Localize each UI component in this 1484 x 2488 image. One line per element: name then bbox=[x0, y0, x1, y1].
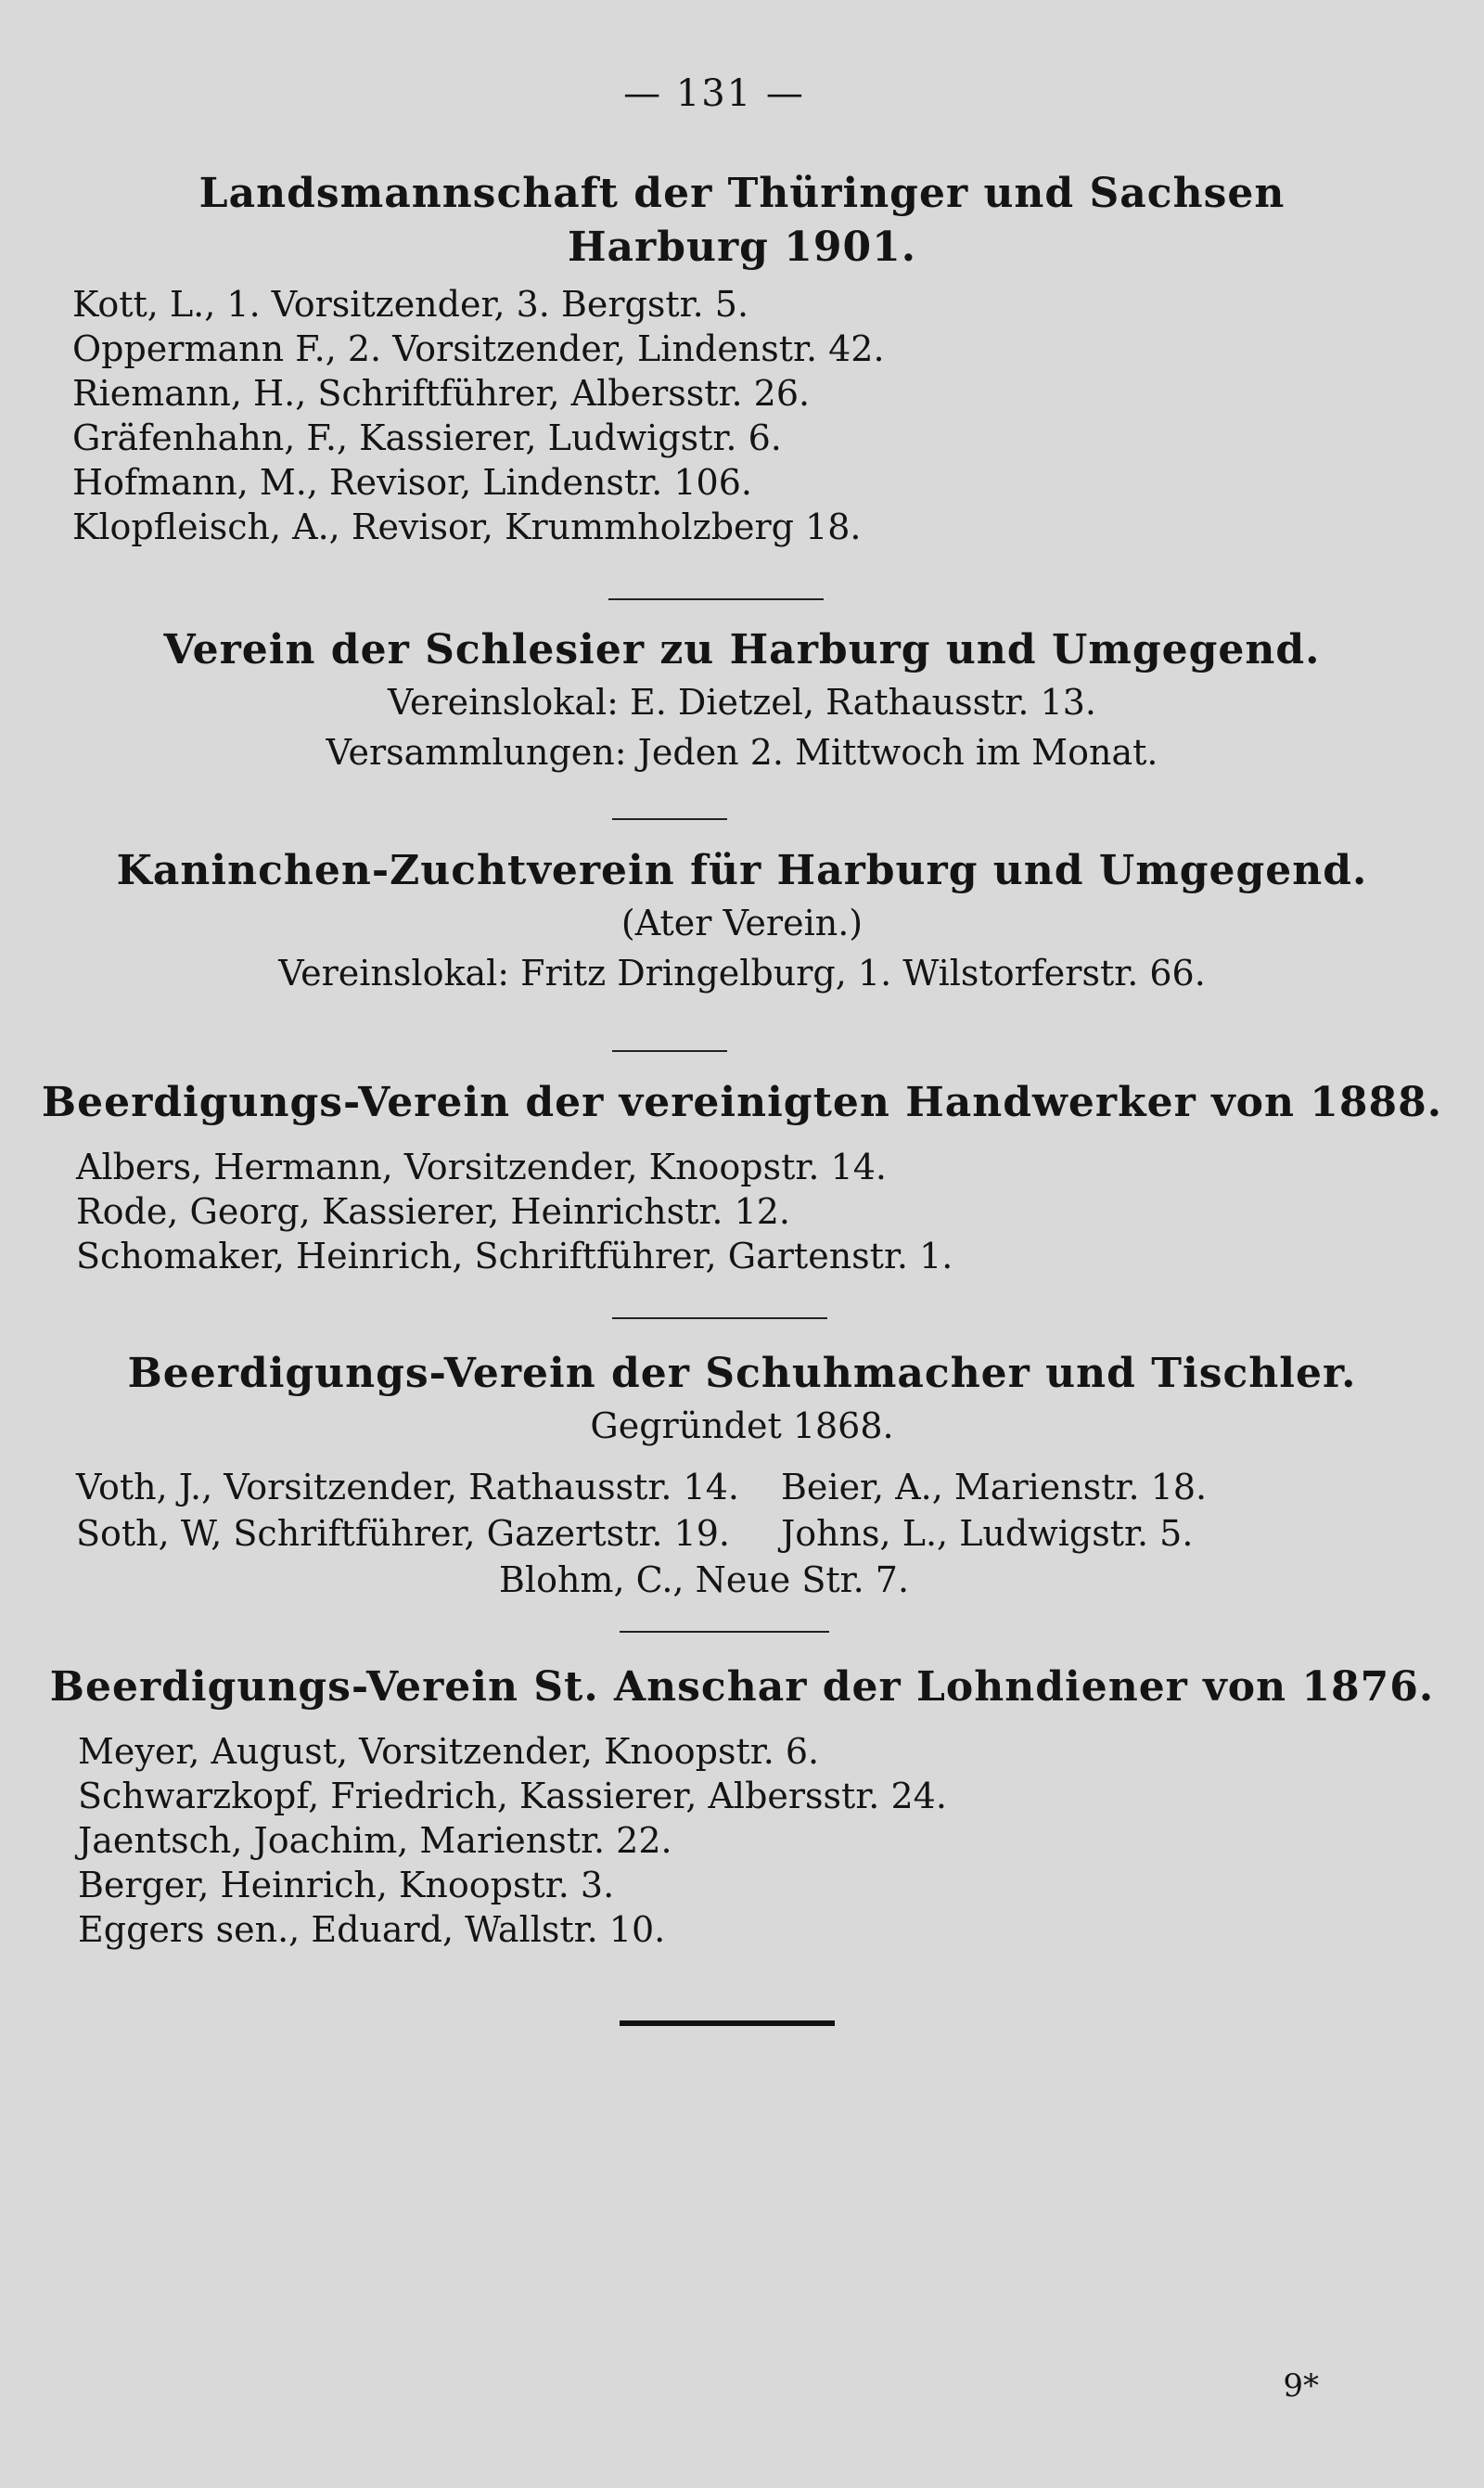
divider bbox=[612, 1317, 827, 1319]
list-item: Berger, Heinrich, Knoopstr. 3. bbox=[78, 1865, 615, 1905]
list-item: Gräfenhahn, F., Kassierer, Ludwigstr. 6. bbox=[72, 417, 782, 458]
divider bbox=[612, 1050, 727, 1052]
section-line: Vereinslokal: Fritz Dringelburg, 1. Wilstorferstr. 66. bbox=[278, 953, 1206, 994]
section-title: Beerdigungs-Verein der Schuhmacher und Tischler. bbox=[127, 1350, 1357, 1397]
section-title: Verein der Schlesier zu Harburg und Umgegend. bbox=[163, 626, 1321, 673]
divider bbox=[608, 598, 824, 600]
section-landsmannschaft bbox=[0, 167, 1484, 275]
list-item: Soth, W, Schriftführer, Gazertstr. 19. bbox=[76, 1513, 730, 1554]
list-item: Schomaker, Heinrich, Schriftführer, Gartenstr. 1. bbox=[76, 1236, 953, 1276]
page-number: — 131 — bbox=[623, 72, 805, 115]
list-item: Hofmann, M., Revisor, Lindenstr. 106. bbox=[72, 462, 752, 503]
end-rule bbox=[620, 2020, 835, 2026]
member-grid bbox=[76, 1464, 1484, 1603]
list-item: Kott, L., 1. Vorsitzender, 3. Bergstr. 5. bbox=[72, 284, 749, 325]
section-title: Beerdigungs-Verein St. Anschar der Lohndiener von 1876. bbox=[49, 1663, 1435, 1711]
section-schuhmacher bbox=[0, 1347, 1484, 1451]
section-lohndiener bbox=[0, 1661, 1484, 1714]
signature-mark: 9* bbox=[1283, 2367, 1319, 2405]
list-item: Jaentsch, Joachim, Marienstr. 22. bbox=[78, 1820, 672, 1861]
member-row bbox=[76, 1510, 1484, 1557]
section-title: Kaninchen-Zuchtverein für Harburg und Umgegend. bbox=[116, 847, 1368, 894]
section-title: Beerdigungs-Verein der vereinigten Handwerker von 1888. bbox=[41, 1079, 1443, 1126]
list-item: Eggers sen., Eduard, Wallstr. 10. bbox=[78, 1909, 666, 1950]
section-line: Vereinslokal: E. Dietzel, Rathausstr. 13. bbox=[388, 682, 1096, 723]
list-item: Klopfleisch, A., Revisor, Krummholzberg 18. bbox=[72, 507, 862, 547]
section-subtitle: (Ater Verein.) bbox=[620, 903, 864, 943]
list-item: Schwarzkopf, Friedrich, Kassierer, Albersstr. 24. bbox=[78, 1776, 947, 1816]
section-schlesier bbox=[0, 623, 1484, 777]
list-item: Johns, L., Ludwigstr. 5. bbox=[781, 1513, 1194, 1554]
section-line: Versammlungen: Jeden 2. Mittwoch im Monat. bbox=[326, 732, 1158, 773]
section-handwerker bbox=[0, 1076, 1484, 1130]
list-item: Albers, Hermann, Vorsitzender, Knoopstr. 14. bbox=[76, 1147, 887, 1187]
divider bbox=[612, 818, 727, 820]
list-item: Blohm, C., Neue Str. 7. bbox=[499, 1559, 910, 1600]
section-title-line2: Harburg 1901. bbox=[567, 224, 917, 271]
member-list bbox=[78, 1729, 1484, 1952]
divider bbox=[620, 1631, 829, 1633]
section-subtitle: Gegründet 1868. bbox=[590, 1405, 894, 1446]
list-item: Beier, A., Marienstr. 18. bbox=[781, 1467, 1208, 1507]
member-list bbox=[76, 1145, 1484, 1278]
list-item: Rode, Georg, Kassierer, Heinrichstr. 12. bbox=[76, 1191, 791, 1232]
member-list bbox=[72, 282, 1484, 549]
member-row bbox=[76, 1557, 1484, 1603]
list-item: Oppermann F., 2. Vorsitzender, Lindenstr. 42. bbox=[72, 328, 885, 369]
list-item: Riemann, H., Schriftführer, Albersstr. 26. bbox=[72, 373, 811, 414]
list-item: Voth, J., Vorsitzender, Rathausstr. 14. bbox=[76, 1467, 739, 1507]
section-title: Landsmannschaft der Thüringer und Sachsen bbox=[198, 170, 1286, 217]
list-item: Meyer, August, Vorsitzender, Knoopstr. 6. bbox=[78, 1731, 820, 1772]
section-kaninchen bbox=[0, 844, 1484, 998]
member-row bbox=[76, 1464, 1484, 1510]
